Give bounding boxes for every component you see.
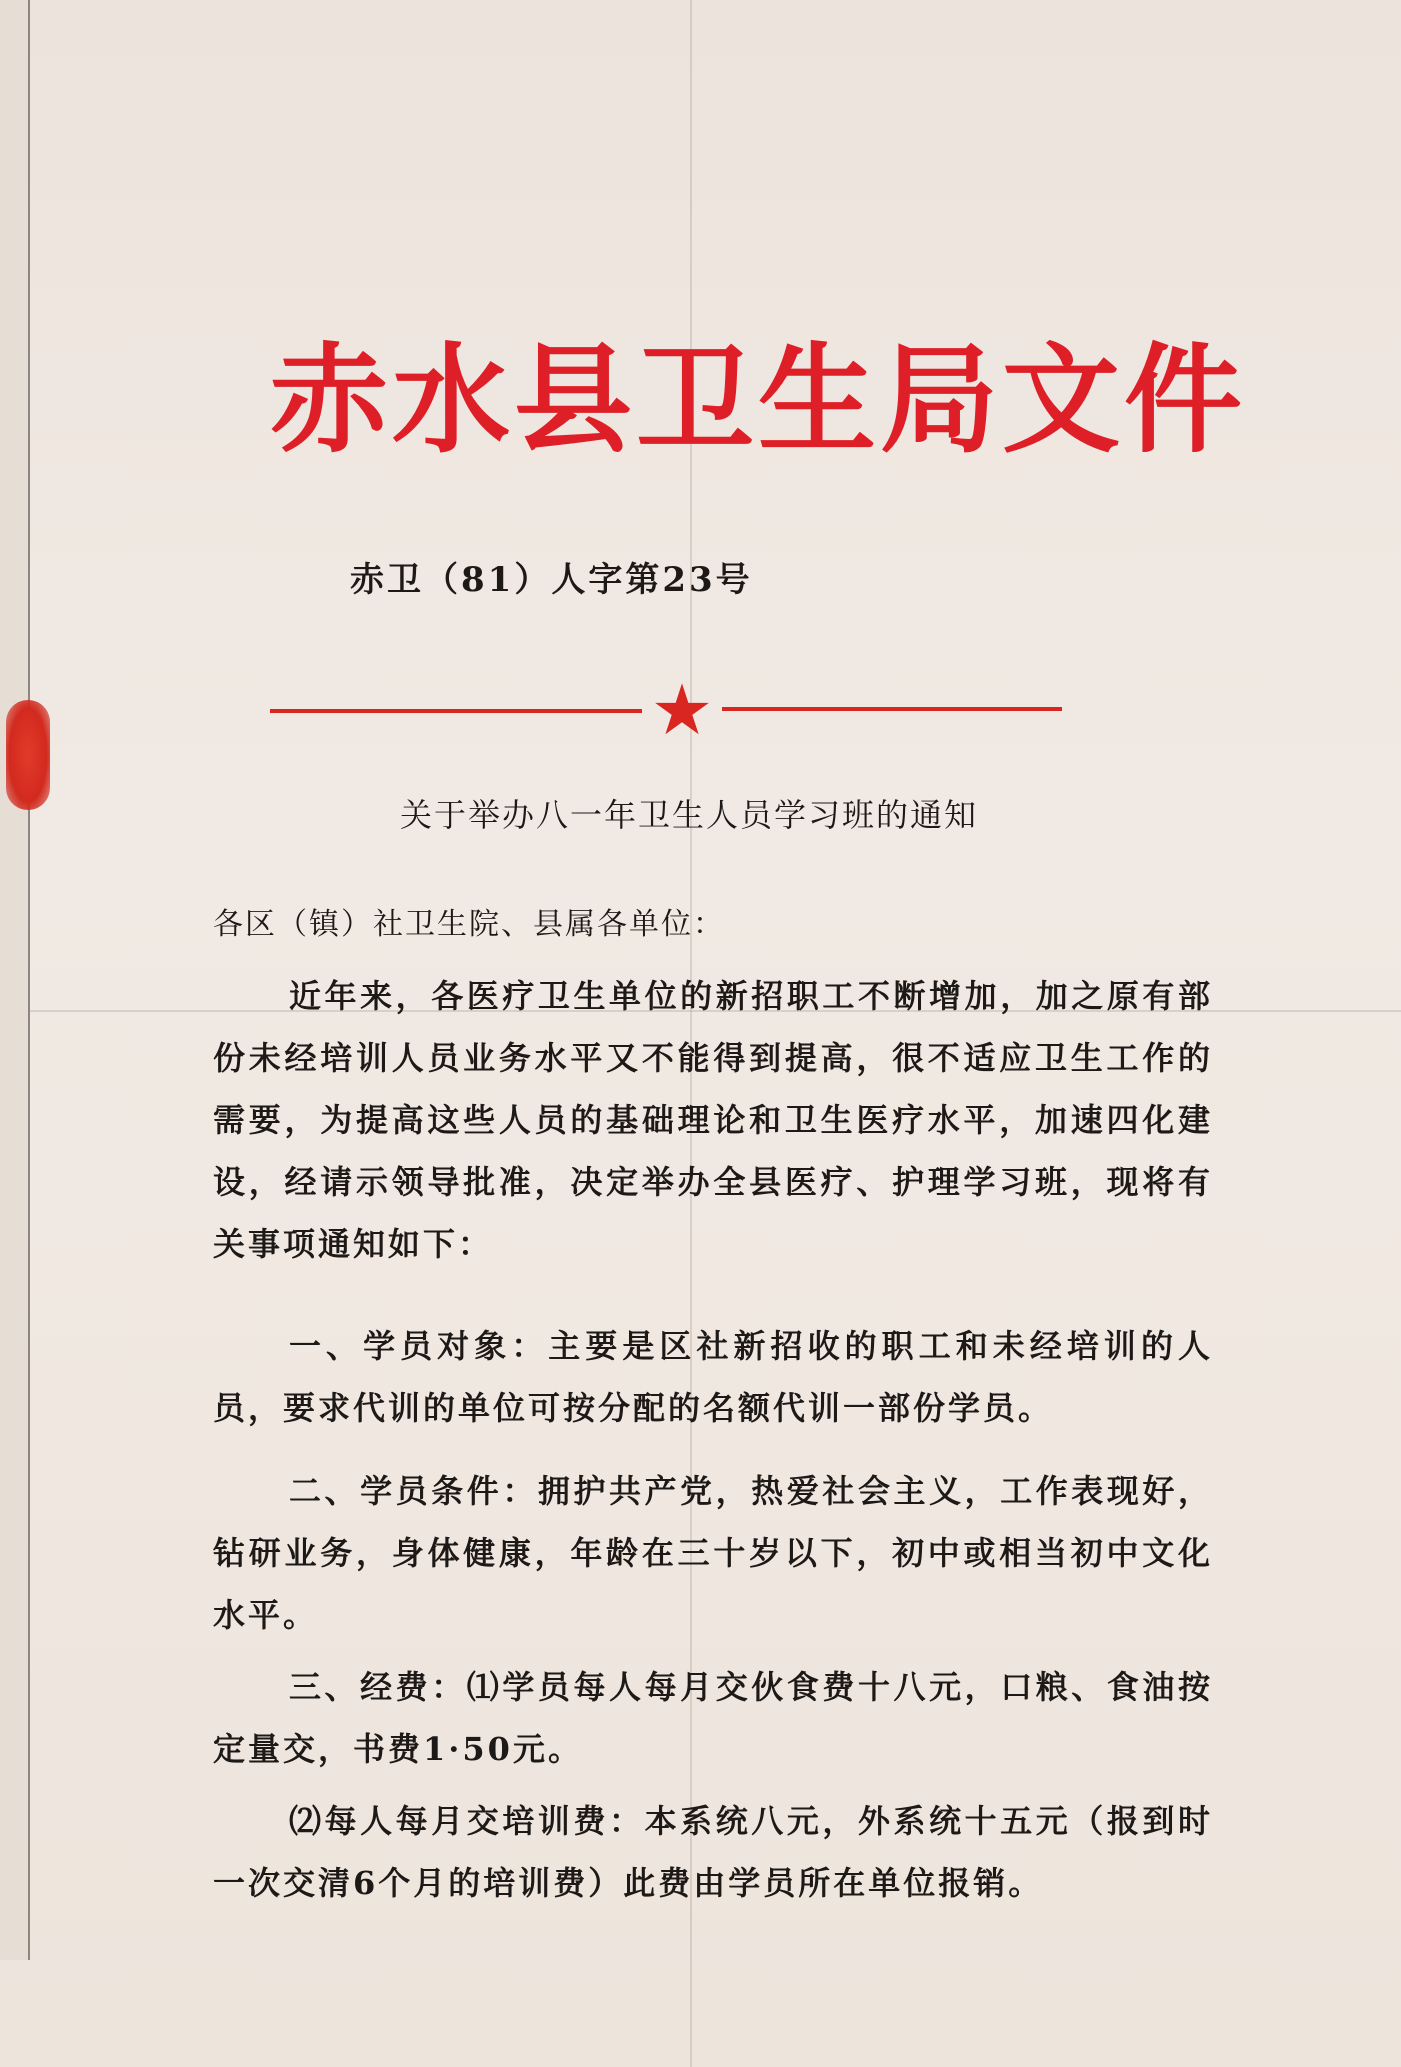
red-rule-left: [270, 709, 642, 713]
binding-edge: [0, 0, 30, 1960]
red-star-icon: ★: [650, 669, 714, 751]
notice-salutation: 各区（镇）社卫生院、县属各单位：: [213, 907, 725, 942]
red-seal-fragment: [6, 700, 50, 810]
body-paragraph-training-fee: ⑵每人每月交培训费：本系统八元，外系统十五元（报到时一次交清6个月的培训费）此费由学员所在单位报销。: [213, 1802, 1213, 1902]
body-paragraph-intro: 近年来，各医疗卫生单位的新招职工不断增加，加之原有部份未经培训人员业务水平又不能得到提高，很不适应卫生工作的需要，为提高这些人员的基础理论和卫生医疗水平，加速四化建设，经请示领导批准，决定举办全县医疗、护理学习班，现将有关事项通知如下：: [213, 977, 1213, 1263]
document-header-title: 赤水县卫生局文件: [270, 331, 1247, 469]
document-number: 赤卫（81）人字第23号: [350, 560, 753, 600]
red-rule-right: [722, 707, 1062, 711]
notice-subject: 关于举办八一年卫生人员学习班的通知: [400, 796, 979, 834]
body-paragraph-conditions: 二、学员条件：拥护共产党，热爱社会主义，工作表现好，钻研业务，身体健康，年龄在三十岁以下，初中或相当初中文化水平。: [213, 1472, 1213, 1634]
body-paragraph-fees: 三、经费：⑴学员每人每月交伙食费十八元，口粮、食油按定量交，书费1·50元。: [213, 1668, 1213, 1768]
body-paragraph-trainees: 一、学员对象：主要是区社新招收的职工和未经培训的人员，要求代训的单位可按分配的名额代训一部份学员。: [213, 1327, 1213, 1427]
